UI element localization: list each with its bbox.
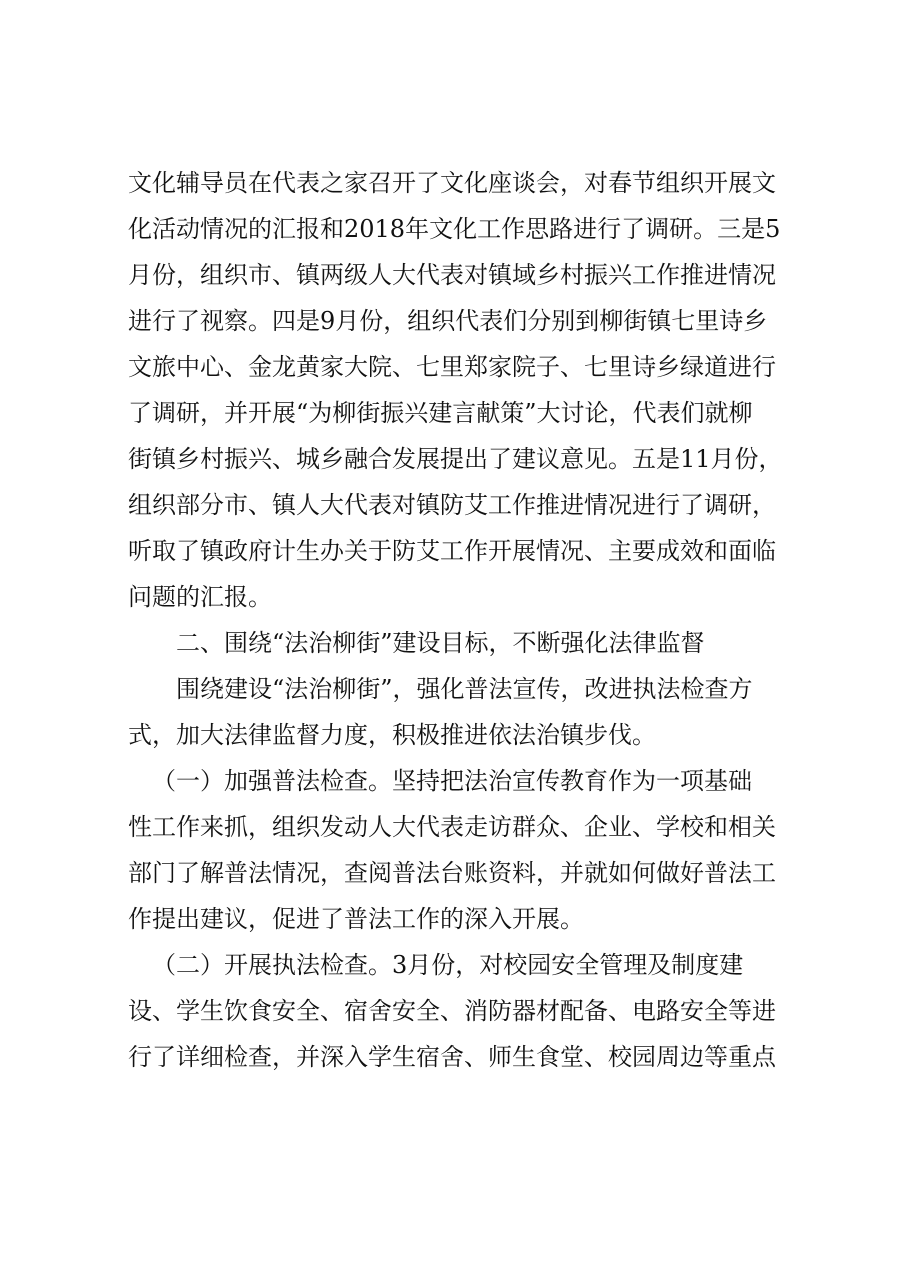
paragraph-first-line: 围绕建设“法治柳街”，强化普法宣传，改进执法检查方 [176, 675, 753, 703]
text-line: 街镇乡村振兴、城乡融合发展提出了建议意见。五是11月份， [128, 445, 783, 473]
text-line: 组织部分市、镇人大代表对镇防艾工作推进情况进行了调研， [128, 491, 776, 519]
text-line: 行了详细检查，并深入学生宿舍、师生食堂、校园周边等重点 [128, 1043, 776, 1071]
section-heading: 二、围绕“法治柳街”建设目标，不断强化法律监督 [176, 629, 705, 657]
text-line: 部门了解普法情况，查阅普法台账资料，并就如何做好普法工 [128, 859, 776, 887]
text-line: 化活动情况的汇报和2018年文化工作思路进行了调研。三是5 [128, 215, 781, 243]
subsection-first-line: （二）开展执法检查。3月份，对校园安全管理及制度建 [152, 951, 744, 979]
text-line: 听取了镇政府计生办关于防艾工作开展情况、主要成效和面临 [128, 537, 776, 565]
text-line: 性工作来抓，组织发动人大代表走访群众、企业、学校和相关 [128, 813, 776, 841]
text-line: 了调研，并开展“为柳街振兴建言献策”大讨论，代表们就柳 [128, 399, 753, 427]
text-line: 文旅中心、金龙黄家大院、七里郑家院子、七里诗乡绿道进行 [128, 353, 776, 381]
text-line: 作提出建议，促进了普法工作的深入开展。 [128, 905, 584, 933]
text-line: 月份，组织市、镇两级人大代表对镇域乡村振兴工作推进情况 [128, 261, 776, 289]
text-line: 文化辅导员在代表之家召开了文化座谈会，对春节组织开展文 [128, 169, 776, 197]
text-line: 式，加大法律监督力度，积极推进依法治镇步伐。 [128, 721, 656, 749]
text-line: 设、学生饮食安全、宿舍安全、消防器材配备、电路安全等进 [128, 997, 776, 1025]
text-line: 进行了视察。四是9月份，组织代表们分别到柳街镇七里诗乡 [128, 307, 768, 335]
text-line: 问题的汇报。 [128, 583, 272, 611]
subsection-first-line: （一）加强普法检查。坚持把法治宣传教育作为一项基础 [152, 767, 752, 795]
